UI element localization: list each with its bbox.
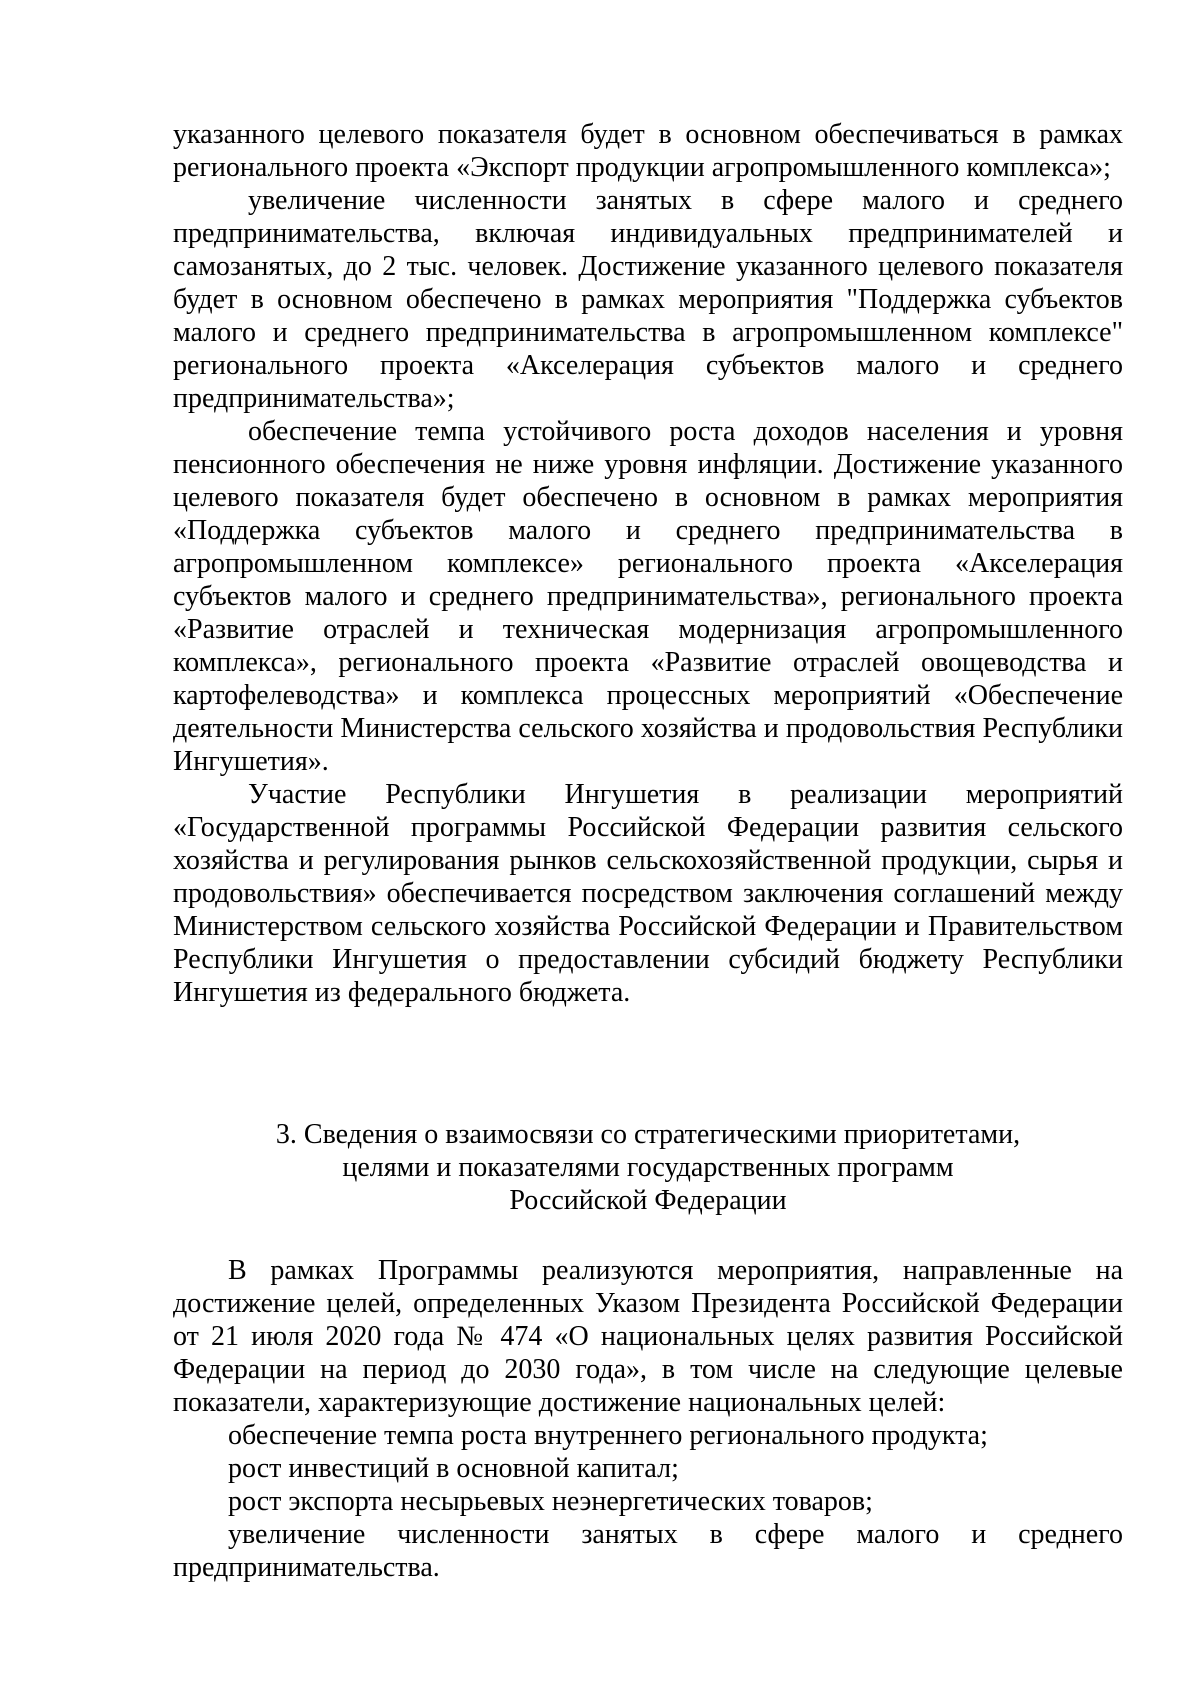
paragraph: увеличение численности занятых в сфере малого и среднего предпринимательства, включая индивидуальных предпринимателей и самозанятых, до 2 тыс. человек. Достижение указанного целевого показателя будет в основном обеспечено в рамках мероприятия "Поддержка субъектов малого и среднего предпринимательства в агропромышленном комплексе" регионального проекта «Акселерация субъектов малого и среднего предпринимательства»;	[173, 185, 1123, 414]
paragraph: Участие Республики Ингушетия в реализации мероприятий «Государственной программы Российской Федерации развития сельского хозяйства и регулирования рынков сельскохозяйственной продукции, сырья и продовольствия» обеспечивается посредством заключения соглашений между Министерством сельского хозяйства Российской Федерации и Правительством Республики Ингушетия о предоставлении субсидий бюджету Республики Ингушетия из федерального бюджета.	[173, 779, 1123, 1008]
section-heading	[173, 1118, 1123, 1217]
section-heading-line: Российской Федерации	[509, 1185, 787, 1216]
paragraph: В рамках Программы реализуются мероприятия, направленные на достижение целей, определенных Указом Президента Российской Федерации от 21 июля 2020 года № 474 «О национальных целях развития Российской Федерации на период до 2030 года», в том числе на следующие целевые показатели, характеризующие достижение национальных целей:	[173, 1255, 1123, 1418]
list-item: обеспечение темпа роста внутреннего регионального продукта;	[228, 1420, 988, 1451]
paragraph: указанного целевого показателя будет в основном обеспечиваться в рамках регионального проекта «Экспорт продукции агропромышленного комплекса»;	[173, 119, 1123, 183]
body-text-top	[173, 118, 1123, 1009]
list-item: рост экспорта несырьевых неэнергетических товаров;	[228, 1486, 873, 1517]
list-item: увеличение численности занятых в сфере малого и среднего предпринимательства.	[173, 1519, 1123, 1583]
paragraph: обеспечение темпа устойчивого роста доходов населения и уровня пенсионного обеспечения не ниже уровня инфляции. Достижение указанного целевого показателя будет обеспечено в основном в рамках мероприятия «Поддержка субъектов малого и среднего предпринимательства в агропромышленном комплексе» регионального проекта «Акселерация субъектов малого и среднего предпринимательства», регионального проекта «Развитие отраслей и техническая модернизация агропромышленного комплекса», регионального проекта «Развитие отраслей овощеводства и картофелеводства» и комплекса процессных мероприятий «Обеспечение деятельности Министерства сельского хозяйства и продовольствия Республики Ингушетия».	[173, 416, 1123, 777]
section-heading-line: 3. Сведения о взаимосвязи со стратегическими приоритетами,	[275, 1119, 1021, 1150]
list-item: рост инвестиций в основной капитал;	[228, 1453, 679, 1484]
body-text-bottom	[173, 1254, 1123, 1584]
section-heading-line: целями и показателями государственных программ	[342, 1152, 954, 1183]
